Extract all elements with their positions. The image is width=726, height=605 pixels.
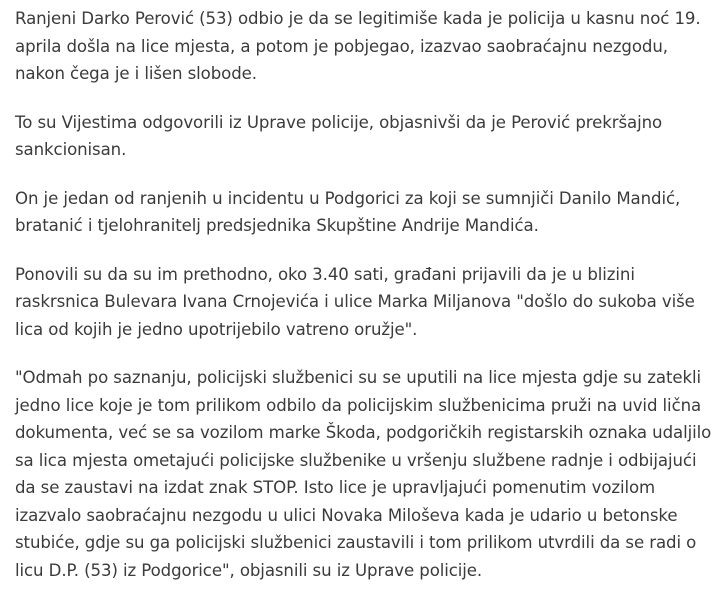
paragraph-line: sa lica mjesta ometajući policijske službenike u vršenju službene radnje i odbijajući bbox=[15, 450, 697, 470]
paragraph-5-quote bbox=[15, 364, 715, 584]
paragraph-line: jedno lice koje je tom prilikom odbilo da policijskim službenicima pruži na uvid lična bbox=[15, 395, 702, 415]
paragraph-line: "Odmah po saznanju, policijski službenici su se uputili na lice mjesta gdje su zatekli bbox=[15, 368, 701, 387]
paragraph-line: da se zaustavi na izdat znak STOP. Isto lice je upravljajući pomenutim vozilom bbox=[15, 478, 656, 497]
paragraph-line: stubiće, gdje su ga policijski službenici zaustavili i tom prilikom utvrdili da se radi o bbox=[15, 533, 697, 552]
paragraph-3 bbox=[15, 185, 715, 240]
paragraph-1 bbox=[15, 5, 715, 88]
paragraph-line: nakon čega je i lišen slobode. bbox=[15, 64, 257, 83]
paragraph-line: licu D.P. (53) iz Podgorice", objasnili su iz Uprave policije. bbox=[15, 560, 483, 580]
paragraph-line: sankcionisan. bbox=[15, 140, 127, 159]
article-body bbox=[15, 5, 715, 605]
paragraph-2 bbox=[15, 109, 715, 164]
paragraph-line: dokumenta, već se sa vozilom marke Škoda, podgoričkih registarskih oznaka udaljilo bbox=[15, 423, 712, 442]
paragraph-line: raskrsnica Bulevara Ivana Crnojevića i ulice Marka Miljanova "došlo do sukoba više bbox=[15, 292, 695, 311]
paragraph-4 bbox=[15, 261, 715, 344]
paragraph-line: lica od kojih je jedno upotrijebilo vatreno oružje". bbox=[15, 319, 418, 339]
paragraph-line: bratanić i tjelohranitelj predsjednika Skupštine Andrije Mandića. bbox=[15, 216, 539, 235]
paragraph-line: On je jedan od ranjenih u incidentu u Podgorici za koji se sumnjiči Danilo Mandić, bbox=[15, 188, 681, 208]
paragraph-line: izazvalo saobraćajnu nezgodu u ulici Novaka Miloševa kada je udario u betonske bbox=[15, 505, 678, 525]
paragraph-line: Ponovili su da su im prethodno, oko 3.40 sati, građani prijavili da je u blizini bbox=[15, 264, 635, 284]
paragraph-line: Ranjeni Darko Perović (53) odbio je da se legitimiše kada je policija u kasnu noć 19. bbox=[15, 9, 701, 28]
paragraph-line: To su Vijestima odgovorili iz Uprave policije, objasnivši da je Perović prekršajno bbox=[15, 112, 663, 132]
paragraph-line: aprila došla na lice mjesta, a potom je pobjegao, izazvao saobraćajnu nezgodu, bbox=[15, 36, 668, 56]
